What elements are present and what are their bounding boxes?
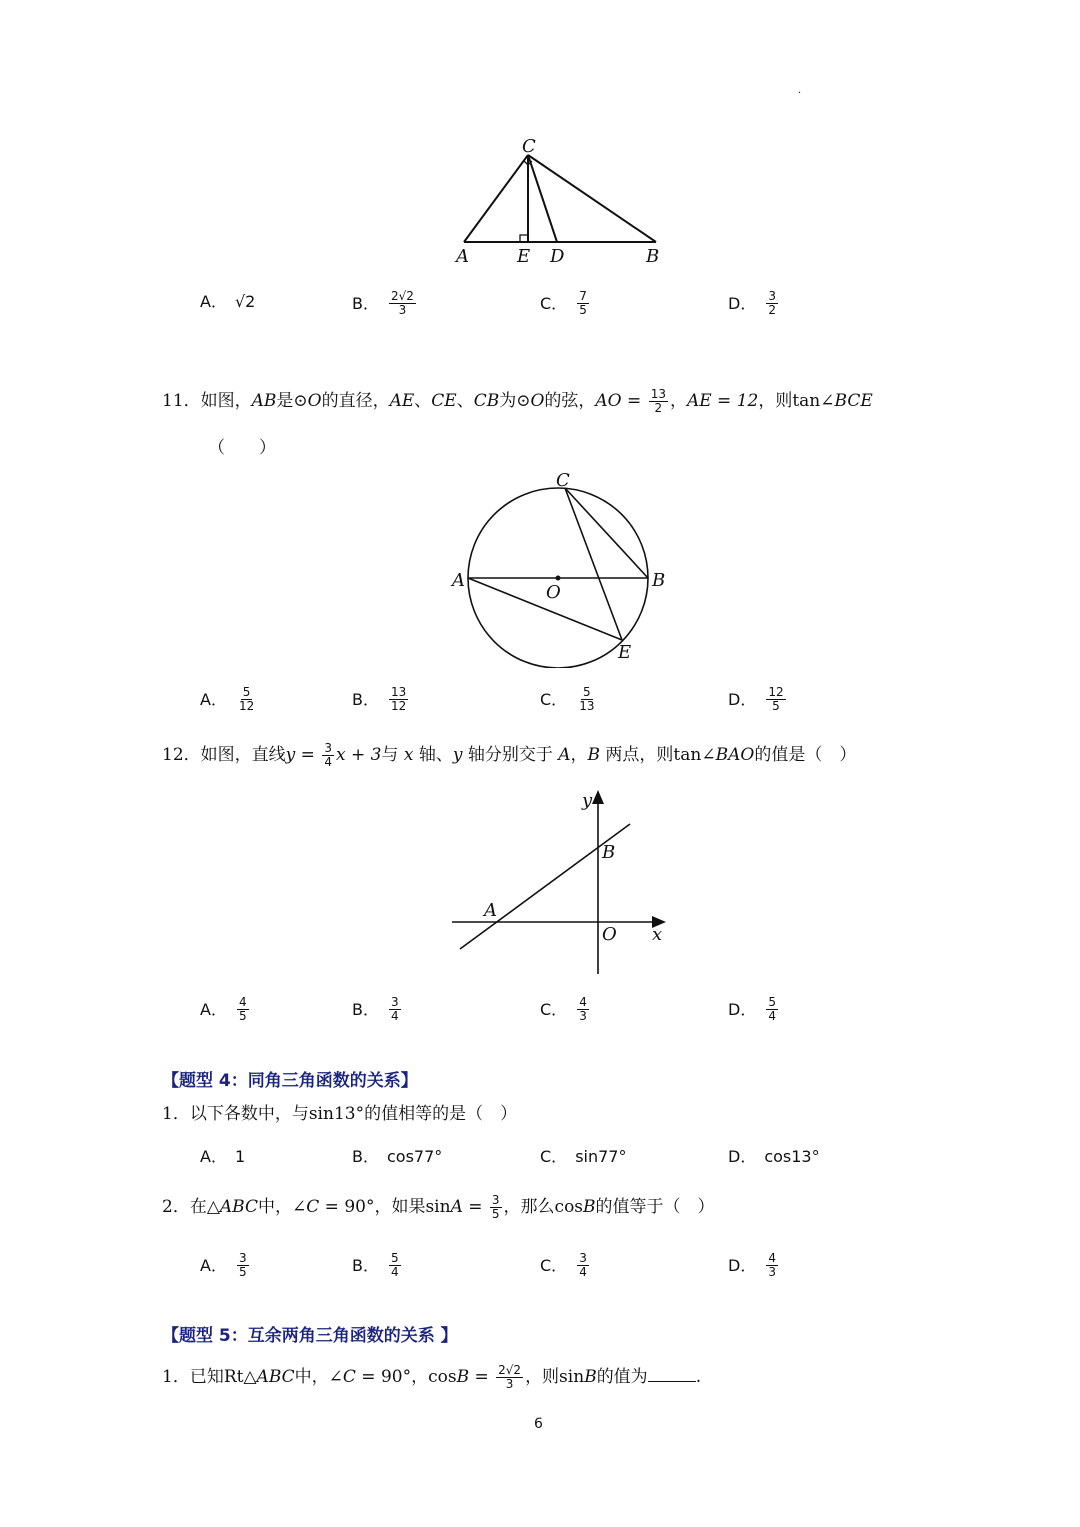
s5-q1-answer-blank[interactable] xyxy=(648,1365,696,1382)
q12-label-x: x xyxy=(652,924,663,945)
q11-option-a: A． $\frac{5}{12}$ xyxy=(200,685,255,713)
s4-q1-question: 1．以下各数中，与sin13°的值相等的是（ ） xyxy=(162,1104,518,1124)
q12-graph-figure xyxy=(440,782,680,982)
s4-q1-option-c: C． sin77° xyxy=(540,1147,627,1166)
q10-option-c: C． $\frac{7}{5}$ xyxy=(540,289,587,317)
q11-chord-ce xyxy=(565,488,622,640)
q10-option-a-value: √2 xyxy=(234,292,256,311)
q11-center-dot xyxy=(556,576,561,581)
s4-q2-option-d: D． $\frac{4}{3}$ xyxy=(728,1251,776,1279)
q12-option-a: A． $\frac{4}{5}$ xyxy=(200,995,247,1023)
q12-option-d: D． $\frac{5}{4}$ xyxy=(728,995,776,1023)
q11-question: 11．如图，AB是⊙O的直径，AE、CE、CB为⊙O的弦，AO = $\frac{13}{2}$ ，AE = 12，则tan∠BCE xyxy=(162,387,873,415)
s4-q1-option-d: D． cos13° xyxy=(728,1147,820,1166)
q11-label-a: A xyxy=(452,570,465,591)
q12-option-c: C． $\frac{4}{3}$ xyxy=(540,995,587,1023)
q10-option-d: D． $\frac{3}{2}$ xyxy=(728,289,776,317)
q10-label-b: B xyxy=(646,246,660,267)
q11-label-e: E xyxy=(618,642,632,663)
q12-label-b: B xyxy=(602,842,616,863)
q12-question: 12．如图，直线y = $\frac{3}{4}$ x + 3与 x 轴、y 轴分别交于 A，B 两点，则tan∠BAO的值是（ ） xyxy=(162,741,857,769)
s4-q1-option-a: A． 1 xyxy=(200,1147,246,1166)
q12-option-b: B． $\frac{3}{4}$ xyxy=(352,995,399,1023)
q11-answer-paren: （ ） xyxy=(208,438,276,458)
q11-option-d: D． $\frac{12}{5}$ xyxy=(728,685,784,713)
q12-label-y: y xyxy=(582,790,593,811)
q10-label-e: E xyxy=(517,246,531,267)
q12-label-o: O xyxy=(602,924,617,945)
q11-label-o: O xyxy=(546,582,561,603)
q11-label-c: C xyxy=(556,470,570,491)
q10-label-a: A xyxy=(456,246,469,267)
s4-q2-question: 2．在△ABC中，∠C = 90°，如果sinA = $\frac{3}{5}$ ，那么cosB的值等于（ ） xyxy=(162,1193,715,1221)
q10-segment-cd xyxy=(528,155,557,242)
q11-circle-figure xyxy=(440,468,680,668)
q10-option-a: A． √2 xyxy=(200,290,255,314)
q10-side-cb xyxy=(528,155,656,242)
q11-label-b: B xyxy=(652,570,666,591)
q10-right-angle-mark xyxy=(520,235,528,242)
q11-option-b: B． $\frac{13}{12}$ xyxy=(352,685,407,713)
q11-option-c: C． $\frac{5}{13}$ xyxy=(540,685,595,713)
page-number: 6 xyxy=(534,1416,543,1432)
s5-q1-question: 1．已知Rt△ABC中，∠C = 90°，cosB = $\frac{2√2}{3}$ ，则sinB的值为 . xyxy=(162,1363,702,1391)
q10-option-b: B． $\frac{2√2}{3}$ xyxy=(352,289,414,317)
s4-q2-option-c: C． $\frac{3}{4}$ xyxy=(540,1251,587,1279)
q12-label-a: A xyxy=(484,900,497,921)
q10-label-d: D xyxy=(550,246,565,267)
s4-q1-option-b: B． cos77° xyxy=(352,1147,443,1166)
s4-q2-option-a: A． $\frac{3}{5}$ xyxy=(200,1251,247,1279)
q11-chord-ae xyxy=(468,578,622,640)
q10-side-ac xyxy=(464,155,528,242)
section-4-title: 【题型 4：同角三角函数的关系】 xyxy=(162,1071,418,1091)
s4-q2-option-b: B． $\frac{5}{4}$ xyxy=(352,1251,399,1279)
q10-triangle-figure xyxy=(440,130,680,270)
q10-label-c: C xyxy=(522,136,536,157)
q12-y-arrow xyxy=(592,790,604,804)
section-5-title: 【题型 5：互余两角三角函数的关系 】 xyxy=(162,1326,458,1346)
stray-mark: · xyxy=(798,88,802,99)
